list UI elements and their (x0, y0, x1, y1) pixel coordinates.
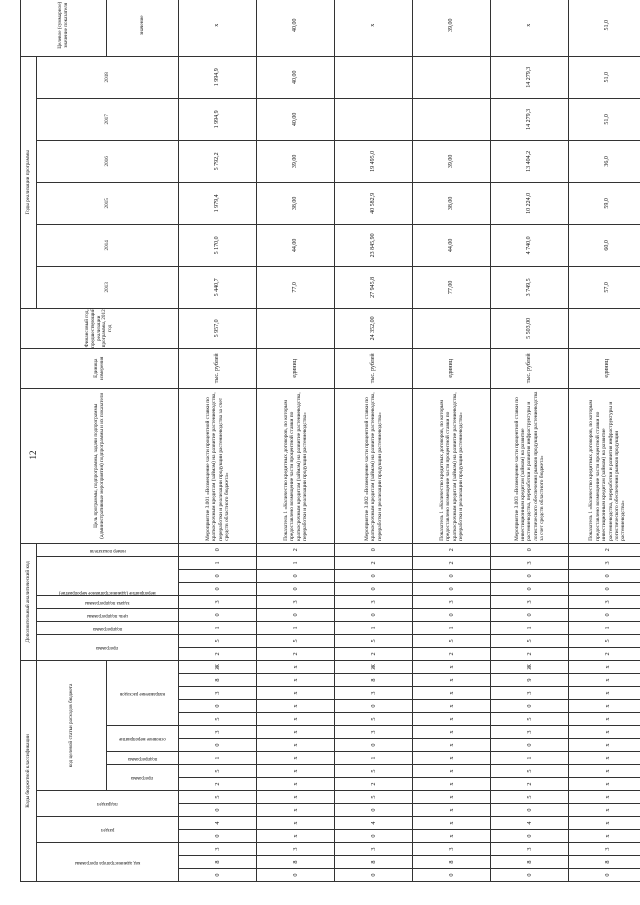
code-cell: 0 (491, 804, 569, 817)
total-value-cell: x (335, 0, 413, 56)
code-cell: 3 (491, 726, 569, 739)
code-cell: 3 (569, 556, 640, 569)
code-cell: 3 (569, 843, 640, 856)
finance-year-cell: 5 503,00 (491, 308, 569, 348)
code-cell: 0 (413, 569, 491, 582)
page-number: 12 (28, 450, 38, 460)
code-cell: 2 (257, 647, 335, 660)
code-cell: x (257, 804, 335, 817)
year-value-cell: 1 979,4 (179, 182, 257, 224)
year-value-cell (413, 98, 491, 140)
code-cell: 3 (413, 595, 491, 608)
code-cell: 0 (179, 804, 257, 817)
year-2014-header: 2014 (37, 224, 179, 266)
code-cell: 2 (257, 543, 335, 556)
programma-header: программа (131, 775, 154, 781)
description-cell: Мероприятие 3.003 «Возмещение части процентной ставки по инвестиционным кредитам (займам) на развитие растениеводства, переработки и развития инфраструктуры и логистического обеспечения рынков продукции растениеводства за счет средств областного бюджета» (491, 388, 569, 543)
code-cell: 0 (569, 569, 640, 582)
code-cell: 0 (491, 739, 569, 752)
year-value-cell: 14 279,3 (491, 56, 569, 98)
code-cell: 0 (257, 608, 335, 621)
year-value-cell: 1 994,9 (179, 56, 257, 98)
year-value-cell: 51,0 (569, 98, 640, 140)
code-cell: x (413, 752, 491, 765)
year-value-cell: 19 495,0 (335, 140, 413, 182)
total-value-cell: x (491, 0, 569, 56)
code-cell: x (569, 674, 640, 687)
code-cell: 3 (413, 843, 491, 856)
year-value-cell: 40,00 (257, 98, 335, 140)
total-value-header: значение (107, 0, 179, 56)
code-cell: x (413, 713, 491, 726)
code-cell: 0 (413, 608, 491, 621)
add-program-header: программа (96, 645, 119, 651)
year-2016-header: 2016 (37, 140, 179, 182)
code-cell: 3 (179, 726, 257, 739)
code-cell: 4 (491, 817, 569, 830)
code-cell: 2 (491, 647, 569, 660)
code-cell: x (569, 660, 640, 673)
table-row (413, 0, 491, 882)
code-cell: 3 (335, 687, 413, 700)
code-cell: 0 (179, 700, 257, 713)
rotated-table-container (20, 1, 627, 882)
table-row (569, 0, 640, 882)
code-cell: 1 (179, 556, 257, 569)
code-cell: x (413, 791, 491, 804)
code-cell: 9 (491, 674, 569, 687)
code-cell: 5 (413, 634, 491, 647)
code-cell: x (413, 660, 491, 673)
program-table (20, 0, 640, 882)
add-subprogram-header: подпрограмма (92, 625, 123, 631)
code-cell: 1 (569, 621, 640, 634)
code-cell: x (569, 830, 640, 843)
code-cell: 5 (179, 791, 257, 804)
code-cell: x (569, 713, 640, 726)
code-cell: 0 (569, 582, 640, 595)
code-cell: 3 (257, 595, 335, 608)
code-cell: 2 (491, 778, 569, 791)
year-value-cell: 38,00 (257, 182, 335, 224)
code-cell: 8 (569, 856, 640, 869)
code-cell: 0 (335, 739, 413, 752)
code-cell: x (569, 726, 640, 739)
code-cell: 3 (179, 687, 257, 700)
code-cell: x (569, 687, 640, 700)
code-cell: x (569, 700, 640, 713)
code-cell: 2 (413, 647, 491, 660)
year-value-cell: 14 279,3 (491, 98, 569, 140)
code-cell: 8 (179, 674, 257, 687)
code-cell: 0 (257, 869, 335, 882)
code-cell: 0 (335, 830, 413, 843)
code-cell: 3 (491, 556, 569, 569)
year-2013-header: 2013 (37, 266, 179, 308)
code-cell: 0 (179, 869, 257, 882)
year-value-cell: 5 170,0 (179, 224, 257, 266)
code-cell: x (257, 687, 335, 700)
code-cell: 5 (179, 634, 257, 647)
code-cell: 5 (491, 765, 569, 778)
code-cell: 5 (335, 765, 413, 778)
year-value-cell: 57,0 (569, 266, 640, 308)
code-cell: 8 (335, 856, 413, 869)
code-cell: x (569, 778, 640, 791)
code-cell: 1 (335, 621, 413, 634)
code-cell: 5 (491, 713, 569, 726)
code-cell: 5 (257, 634, 335, 647)
code-cell: 2 (179, 647, 257, 660)
code-cell: 0 (335, 804, 413, 817)
year-2018-header: 2018 (37, 56, 179, 98)
year-value-cell: 3 749,5 (491, 266, 569, 308)
code-cell: 5 (491, 791, 569, 804)
code-cell: 0 (491, 830, 569, 843)
code-cell: 1 (179, 752, 257, 765)
year-value-cell: 39,00 (413, 140, 491, 182)
code-cell: x (413, 830, 491, 843)
code-cell: 0 (179, 608, 257, 621)
osnovnoe-header: основное мероприятие (119, 736, 166, 742)
code-cell: 1 (257, 556, 335, 569)
code-cell: 1 (179, 621, 257, 634)
finance-year-cell: 5 957,0 (179, 308, 257, 348)
code-cell: x (257, 817, 335, 830)
year-value-cell: 13 404,2 (491, 140, 569, 182)
code-cell: 8 (335, 674, 413, 687)
code-cell: Ж (335, 660, 413, 673)
year-2017-header: 2017 (37, 98, 179, 140)
code-cell: 3 (257, 843, 335, 856)
code-cell: 1 (257, 621, 335, 634)
code-cell: 8 (179, 856, 257, 869)
code-cell: 0 (491, 869, 569, 882)
code-cell: 5 (335, 791, 413, 804)
admin-code-header: код администратора программы (74, 859, 141, 865)
unit-cell: единиц (257, 348, 335, 388)
code-cell: 0 (569, 869, 640, 882)
code-cell: 3 (491, 687, 569, 700)
year-value-cell (335, 56, 413, 98)
description-cell: Показатель 1 «Количество кредитных договоров, по которым предоставлено возмещение части процентной ставки по инвестиционным кредитам (займам) на развитие растениеводства, переработки и развития инфраструктуры и логистического обеспечения рынков продукции растениеводства» (569, 388, 640, 543)
razdel-header: раздел (100, 827, 115, 833)
description-cell: Показатель 1 «Количество кредитных договоров, по которым предоставлено возмещение части процентной ставки по краткосрочным кредитам (займам) на развитие растениеводства, переработки и реализации продукции растениеводства» (257, 388, 335, 543)
finance-year-cell (413, 308, 491, 348)
code-cell: 2 (179, 778, 257, 791)
code-cell: x (413, 726, 491, 739)
table-row (179, 0, 257, 882)
code-cell: 0 (179, 543, 257, 556)
code-cell: x (413, 804, 491, 817)
code-cell: 2 (413, 543, 491, 556)
year-value-cell: 77,0 (257, 266, 335, 308)
unit-cell: тыс. рублей (491, 348, 569, 388)
code-cell: 0 (491, 608, 569, 621)
code-cell: 0 (257, 569, 335, 582)
code-cell: 0 (335, 700, 413, 713)
code-cell: x (569, 817, 640, 830)
add-measure-header: мероприятие (административное мероприятие) (59, 589, 156, 595)
code-cell: 0 (491, 543, 569, 556)
code-cell: 0 (335, 608, 413, 621)
total-value-cell: 39,00 (413, 0, 491, 56)
year-value-cell: 77,00 (413, 266, 491, 308)
code-cell: 3 (335, 843, 413, 856)
code-cell: 0 (179, 569, 257, 582)
codes-group-header: Коды бюджетной классификации (21, 660, 37, 881)
code-cell: 2 (335, 647, 413, 660)
year-value-cell: 59,0 (569, 182, 640, 224)
code-cell: 2 (569, 647, 640, 660)
code-cell: x (413, 674, 491, 687)
code-cell: 8 (413, 856, 491, 869)
year-value-cell: 5 792,2 (179, 140, 257, 182)
year-value-cell: 40,00 (257, 56, 335, 98)
year-2015-header: 2015 (37, 182, 179, 224)
year-value-cell: 4 740,0 (491, 224, 569, 266)
code-cell: 2 (413, 556, 491, 569)
code-cell: 4 (179, 817, 257, 830)
code-cell: 0 (413, 869, 491, 882)
code-cell: x (413, 687, 491, 700)
unit-cell: тыс. рублей (335, 348, 413, 388)
code-cell: x (257, 830, 335, 843)
year-value-cell: 60,0 (569, 224, 640, 266)
finance-year-cell (569, 308, 640, 348)
add-goal-header: цель подпрограммы (87, 612, 128, 618)
code-cell: 3 (179, 595, 257, 608)
code-cell: 0 (179, 739, 257, 752)
code-cell: 0 (335, 543, 413, 556)
code-cell: x (257, 700, 335, 713)
code-cell: Ж (179, 660, 257, 673)
year-value-cell: 38,00 (413, 182, 491, 224)
description-cell: Мероприятие 3.002 «Возмещение части процентной ставки по краткосрочным кредитам (займам) на развитие растениеводства, переработки и реализации продукции растениеводства» (335, 388, 413, 543)
podrazdel-header: подраздел (97, 801, 118, 807)
code-cell: 2 (335, 556, 413, 569)
add-task-header: задача подпрограммы (85, 599, 130, 605)
years-group-header: Годы реализации программы (21, 56, 37, 308)
year-value-cell: 36,0 (569, 140, 640, 182)
code-cell: 5 (179, 765, 257, 778)
code-cell: x (257, 778, 335, 791)
napravlenie-header: направление расходов (119, 690, 166, 696)
code-cell: x (413, 700, 491, 713)
code-cell: x (257, 791, 335, 804)
code-cell: 1 (413, 621, 491, 634)
code-cell: 0 (491, 569, 569, 582)
code-cell: 1 (491, 621, 569, 634)
code-cell: 0 (569, 608, 640, 621)
code-cell: 5 (569, 634, 640, 647)
unit-cell: тыс. рублей (179, 348, 257, 388)
description-cell: Мероприятие 3.001 «Возмещение части процентной ставки по краткосрочным кредитам (займам) на развитие растениеводства, переработки и реализации продукции растениеводства за счет средств областного бюджета» (179, 388, 257, 543)
year-value-cell: 44,00 (257, 224, 335, 266)
year-value-cell: 44,00 (413, 224, 491, 266)
code-cell: x (569, 752, 640, 765)
code-cell: x (413, 739, 491, 752)
year-value-cell: 40 582,9 (335, 182, 413, 224)
code-cell: x (413, 817, 491, 830)
code-cell: 0 (179, 582, 257, 595)
year-value-cell: 5 440,7 (179, 266, 257, 308)
code-cell: 2 (569, 543, 640, 556)
additional-code-group-header: Дополнительный аналитический код (21, 543, 37, 660)
csr-group-header: код целевой статьи расходов бюджета (37, 660, 107, 790)
code-cell: 8 (257, 856, 335, 869)
total-value-cell: 40,00 (257, 0, 335, 56)
finance-year-cell: 24 352,00 (335, 308, 413, 348)
code-cell: x (569, 791, 640, 804)
total-group-header: Целевое (суммарное) значение показателя (21, 0, 107, 56)
code-cell: 0 (413, 582, 491, 595)
code-cell: 3 (491, 843, 569, 856)
table-row (257, 0, 335, 882)
code-cell: Ж (491, 660, 569, 673)
code-cell: 3 (335, 726, 413, 739)
code-cell: x (569, 804, 640, 817)
code-cell: 3 (491, 595, 569, 608)
table-row (491, 0, 569, 882)
unit-cell: единиц (413, 348, 491, 388)
total-value-cell: x (179, 0, 257, 56)
code-cell: 5 (179, 713, 257, 726)
table-row (335, 0, 413, 882)
code-cell: x (257, 739, 335, 752)
podprogramma-header: подпрограмма (127, 755, 158, 761)
unit-header: Единица измерения (21, 348, 179, 388)
code-cell: 1 (335, 752, 413, 765)
code-cell: 0 (491, 700, 569, 713)
year-value-cell: 39,00 (257, 140, 335, 182)
goal-header: Цель программы, подпрограммы, задачи подпрограммы (административные мероприятия) подпрограммы и их показатели (21, 388, 179, 543)
code-cell: x (257, 713, 335, 726)
finance-year-header: Финансовый год, предшествующий реализации программы, 2012 год (21, 308, 179, 348)
code-cell: 1 (491, 752, 569, 765)
code-cell: 0 (491, 582, 569, 595)
code-cell: x (413, 778, 491, 791)
code-cell: 3 (569, 595, 640, 608)
code-cell: 5 (335, 634, 413, 647)
code-cell: 0 (335, 869, 413, 882)
year-value-cell (335, 98, 413, 140)
code-cell: 2 (335, 778, 413, 791)
code-cell: 8 (491, 856, 569, 869)
code-cell: 3 (179, 843, 257, 856)
code-cell: 4 (335, 817, 413, 830)
code-cell: x (257, 752, 335, 765)
code-cell: x (257, 765, 335, 778)
add-indicator-header: номер показателя (89, 547, 126, 553)
code-cell: 0 (179, 830, 257, 843)
code-cell: 0 (335, 569, 413, 582)
year-value-cell: 1 994,9 (179, 98, 257, 140)
code-cell: x (257, 660, 335, 673)
code-cell: x (257, 726, 335, 739)
code-cell: 0 (257, 582, 335, 595)
year-value-cell: 10 224,0 (491, 182, 569, 224)
code-cell: 0 (335, 582, 413, 595)
year-value-cell: 27 945,8 (335, 266, 413, 308)
code-cell: x (413, 765, 491, 778)
description-cell: Показатель 1 «Количество кредитных договоров, по которым предоставлено возмещение части процентной ставки по краткосрочным кредитам (займам) на развитие растениеводства, переработки и реализации продукции растениеводства» (413, 388, 491, 543)
year-value-cell: 23 845,90 (335, 224, 413, 266)
code-cell: 5 (335, 713, 413, 726)
year-value-cell (413, 56, 491, 98)
total-value-cell: 51,0 (569, 0, 640, 56)
code-cell: 5 (491, 634, 569, 647)
code-cell: x (569, 739, 640, 752)
finance-year-cell (257, 308, 335, 348)
code-cell: 3 (335, 595, 413, 608)
unit-cell: единиц (569, 348, 640, 388)
year-value-cell: 51,0 (569, 56, 640, 98)
code-cell: x (257, 674, 335, 687)
code-cell: x (569, 765, 640, 778)
